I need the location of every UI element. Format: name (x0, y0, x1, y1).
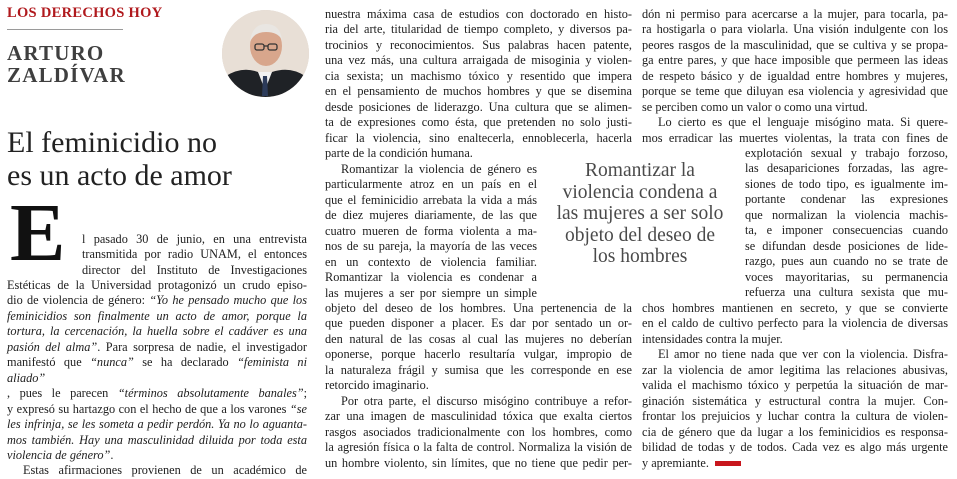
body-line: porque se teme que diluyan esa violencia y agresividad que (642, 84, 948, 99)
body-line: parte de la condición humana. (325, 146, 473, 161)
pull-quote-line: Romantizar la (585, 160, 695, 181)
body-line: que normalizan la violencia machis- (745, 207, 948, 222)
body-line: las mujeres a ser por siempre un simple (325, 285, 537, 300)
body-line: voces mayoritarias, su permanencia (745, 269, 948, 284)
body-line: cia de género que da lugar a los feminicidios es responsa- (642, 424, 948, 439)
kicker-rule (7, 29, 123, 30)
text-span: se ha declarado (133, 355, 238, 370)
headline-line-1: El feminicidio no (7, 126, 217, 159)
body-line: intensidades contra la mujer. (642, 331, 783, 346)
body-line: un hombre violento, sin límites, que no tiene que pedir per- (325, 455, 632, 470)
body-line: en el pensamiento de muchos hombres y que se disemina (325, 84, 632, 99)
text-span: . (110, 447, 114, 462)
pull-quote-line: objeto del deseo de (565, 224, 715, 246)
pull-quote (548, 160, 732, 268)
body-line: dón ni permiso para acercarse a la mujer, para tocarla, pa- (642, 7, 948, 21)
body-line: la naturaleza frágil y sumisa que les corresponde en ese (325, 362, 632, 377)
body-line: chos hombres mantienen en secreto, y que se convierte (642, 301, 948, 315)
drop-cap: E (10, 186, 66, 278)
col2-top (325, 7, 632, 162)
body-line: objeto del deseo de los hombres. Una pertenencia de la (325, 301, 632, 315)
body-line (7, 355, 307, 386)
body-line: trocinios y reconocimientos. Sus palabras hacen patente, (325, 37, 632, 52)
body-line: cia sexista; un machismo tóxico y resentido que impera (325, 68, 632, 83)
pull-quote-line: las mujeres a ser solo (556, 203, 724, 224)
body-line: rasgos asociados tradicionalmente con los hombres, como (325, 424, 632, 439)
body-line: nos de su pareja, la mayoría de las veces (325, 239, 537, 254)
headline (7, 126, 307, 192)
author-portrait-image (222, 10, 309, 97)
body-line (642, 456, 948, 471)
quote-span: “Yo he pensado mucho que los (149, 293, 307, 308)
col3-bottom (642, 301, 948, 471)
col2-narrow (325, 162, 537, 301)
body-line (7, 448, 307, 463)
body-line: que el feminicidio arrebata la vida a más (325, 192, 537, 207)
body-line: se perciben como un valor o como una virtud. (642, 99, 868, 114)
section-kicker: LOS DERECHOS HOY (7, 5, 163, 21)
quote-span: “feminista ni aliado” (7, 355, 307, 385)
quote-span: “se (289, 401, 307, 416)
body-line: en el caldo de cultivo perfecto para la violencia de diversas (642, 316, 948, 331)
text-span: , pues le parecen (7, 386, 118, 401)
body-line: den natural de las cosas al cual las mujeres no deberían (325, 331, 632, 346)
body-line: zar la violencia de amor legitima las relaciones abusivas, (642, 362, 948, 377)
headline-line-2: es un acto de amor (7, 159, 232, 192)
body-line: l pasado 30 de junio, en una entrevista (82, 232, 307, 246)
body-line: El amor no tiene nada que ver con la violencia. Disfra- (658, 347, 948, 362)
body-line: oponerse, porque hacerlo resultaría vulgar, impropio de (325, 347, 632, 362)
body-line: zar una imagen de masculinidad tóxica que exalta ciertos (325, 409, 632, 424)
body-line: ga entre pares, y que hace imposible que permeen las ideas (642, 53, 948, 68)
body-line: Por otra parte, el discurso misógino contribuye a refor- (341, 393, 632, 408)
quote-span: “términos absolutamente banales” (117, 386, 304, 401)
body-line: portante condenar las expresiones (745, 192, 948, 207)
body-line: valida el machismo tóxico y perpetúa la situación de mar- (642, 378, 948, 393)
quote-span: “nunca” (90, 355, 134, 370)
body-line: Estéticas de la Universidad protagonizó un crudo episo- (7, 278, 307, 292)
body-line: desde posiciones de liderazgo. Una cultura que se alimen- (325, 99, 632, 114)
body-line: ria del arte, titularidad de tiempo completo, y diversos pa- (325, 22, 632, 37)
body-line: se difundan desde posiciones de lide- (745, 238, 948, 253)
body-line: razgo, pues aun cuando no se trate de (745, 254, 948, 269)
body-line: director del Instituto de Investigaciones (82, 262, 307, 277)
body-line: bilidad de todas y de todos. Cada vez es algo más urgente (642, 440, 948, 455)
pull-quote-line: violencia condena a (562, 181, 718, 203)
text-span: y apremiante. (642, 455, 709, 470)
body-line: ficar la violencia, sino enaltecerla, ennoblecerla, hacerla (325, 130, 632, 145)
col3-top (642, 7, 948, 146)
quote-span: feminicidios son finalmente un acto de amor, porque la (7, 308, 307, 323)
author-last-name: ZALDÍVAR (7, 63, 126, 87)
body-line: Romantizar la violencia de género es (341, 162, 537, 176)
quote-span: violencia de género” (7, 447, 111, 462)
body-line: frontar los prejuicios y luchar contra la cultura de violen- (642, 409, 948, 424)
col2-bottom (325, 301, 632, 471)
col3-narrow (745, 146, 948, 301)
body-line (7, 402, 307, 417)
quote-span: tortura, la cercenación, la huella sobre el cadáver es una (7, 324, 307, 339)
body-line (7, 386, 307, 401)
body-line: refuerza una cultura sexista que mu- (745, 285, 948, 300)
body-line: Romantizar la violencia es condenar a (325, 270, 537, 285)
end-mark (715, 461, 741, 466)
body-line: mos erradicar las muertes violentas, la trata con fines de (642, 130, 948, 145)
body-line: Estas afirmaciones provienen de un académico de (23, 463, 307, 478)
body-line (7, 340, 307, 355)
quote-span: les infrinja, se les someta a pedir perdón. Ya no lo aguanta- (7, 417, 307, 432)
text-span: ; (303, 386, 307, 401)
text-span: . Para sorpresa de nadie, el investigador (97, 339, 307, 354)
text-span: dio de violencia de género: (7, 293, 150, 308)
body-line: particularmente atroz en un país en el (325, 177, 537, 192)
body-line: ta de expresiones como ésta, que pretenden no solo justi- (325, 115, 632, 130)
body-line (7, 309, 307, 324)
author-name (7, 42, 126, 86)
body-line: nuestra máxima casa de estudios con doctorado en histo- (325, 7, 632, 21)
body-line: que pueden disponer a placer. Es dar por sentado un or- (325, 316, 632, 331)
text-span: manifestó que (7, 355, 91, 370)
body-line: de respeto básico y de igualdad entre hombres y mujeres, (642, 68, 948, 83)
quote-span: mos también. Hay una masculinidad diluida por toda esta (7, 432, 307, 447)
body-line: la agresión física o la falta de control. Normaliza la visión de (325, 440, 632, 455)
body-line: ta, e imponer consecuencias cuando (745, 223, 948, 238)
body-line: siones de todo tipo, es igualmente im- (745, 176, 948, 191)
body-line (7, 433, 307, 448)
body-line: peores rasgos de la masculinidad, que se cultiva y se propa- (642, 37, 948, 52)
body-line: las desapariciones forzadas, las agre- (745, 161, 948, 176)
text-span: y expresó su hartazgo con el hecho de que a los varones (7, 401, 290, 416)
quote-span: pasión del alma” (7, 339, 98, 354)
body-line: en un contexto de violencia familiar. (325, 254, 537, 269)
body-line: cuatro mueren de forma violenta a ma- (325, 223, 537, 238)
col1-intro-lines (82, 232, 307, 278)
body-line: transmitida por radio UNAM, el entonces (82, 247, 307, 262)
body-line: Lo cierto es que el lenguaje misógino mata. Si quere- (658, 115, 948, 130)
pull-quote-line: los hombres (592, 246, 688, 267)
body-line: una vez más, una cultura arraigada de misoginia y violen- (325, 53, 632, 68)
body-line: de diez mujeres diariamente, de las que (325, 208, 537, 223)
author-first-name: ARTURO (7, 41, 105, 65)
body-line: ginación sistemática y estructural contra la mujer. Con- (642, 393, 948, 408)
body-line: explotación sexual y trabajo forzoso, (745, 146, 948, 160)
body-line: retorcido imaginario. (325, 378, 429, 393)
body-line (7, 324, 307, 339)
body-line: ra hostigarla o para violarla. Una visión indulgente con los (642, 22, 948, 37)
body-line (7, 293, 307, 308)
body-line (7, 417, 307, 432)
author-photo (222, 10, 309, 97)
col1-body (7, 278, 307, 479)
